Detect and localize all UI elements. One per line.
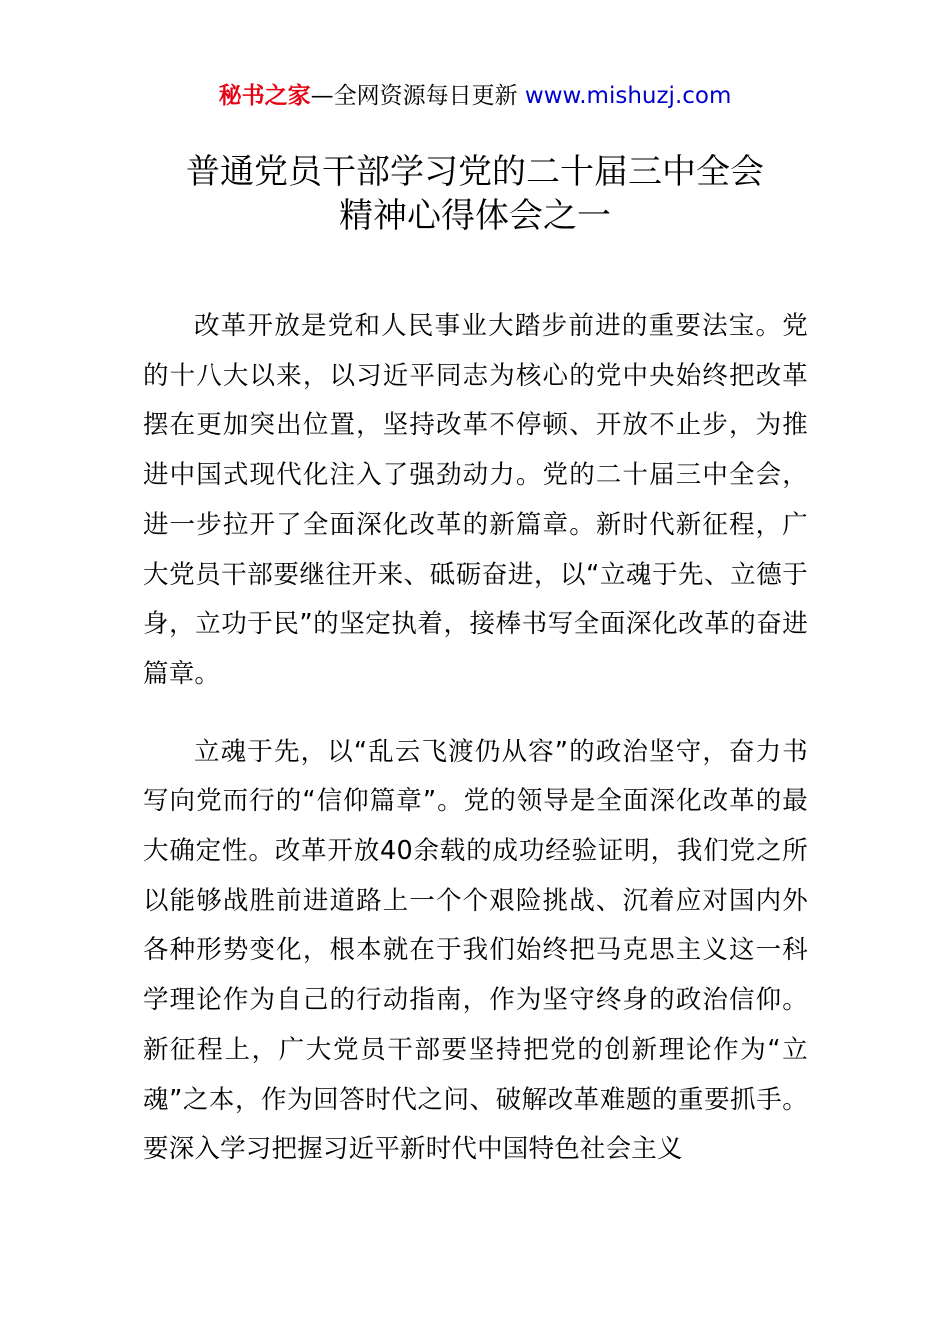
- document-title: [100, 150, 850, 238]
- site-header: [0, 80, 950, 112]
- document-body: [143, 302, 808, 1175]
- site-tagline: —全网资源每日更新: [310, 83, 525, 109]
- site-name: 秘书之家: [218, 83, 311, 109]
- site-url-link[interactable]: www.mishuzj.com: [524, 83, 732, 109]
- paragraph: 改革开放是党和人民事业大踏步前进的重要法宝。党的十八大以来，以习近平同志为核心的党中央始终把改革摆在更加突出位置，坚持改革不停顿、开放不止步，为推进中国式现代化注入了强劲动力。党的二十届三中全会，进一步拉开了全面深化改革的新篇章。新时代新征程，广大党员干部要继往开来、砥砺奋进，以“立魂于先、立德于身，立功于民”的坚定执着，接棒书写全面深化改革的奋进篇章。: [143, 311, 808, 689]
- title-line-2: 精神心得体会之一: [339, 196, 611, 236]
- title-line-1: 普通党员干部学习党的二十届三中全会: [186, 152, 764, 192]
- paragraph: 立魂于先，以“乱云飞渡仍从容”的政治坚守，奋力书写向党而行的“信仰篇章”。党的领导是全面深化改革的最大确定性。改革开放40余载的成功经验证明，我们党之所以能够战胜前进道路上一个个艰险挑战、沉着应对国内外各种形势变化，根本就在于我们始终把马克思主义这一科学理论作为自己的行动指南，作为坚守终身的政治信仰。新征程上，广大党员干部要坚持把党的创新理论作为“立魂”之本，作为回答时代之问、破解改革难题的重要抓手。要深入学习把握习近平新时代中国特色社会主义: [143, 736, 808, 1165]
